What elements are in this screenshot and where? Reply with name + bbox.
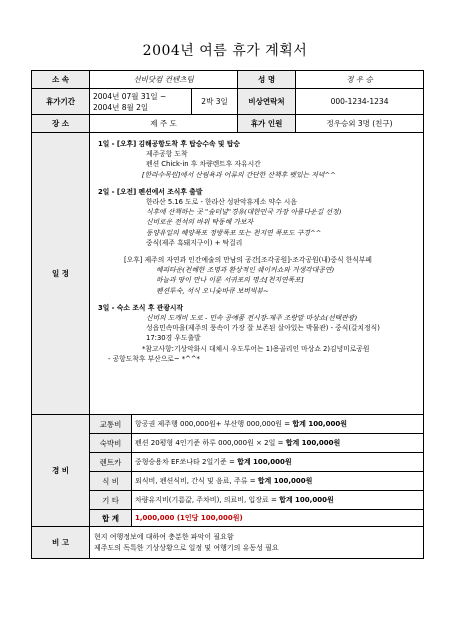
period-dates [90, 89, 192, 115]
expense-detail [132, 415, 424, 434]
day2-line: 한라산 5.16 도로 - 한라산 성판악휴게소 약수 시음 [146, 198, 297, 207]
day3-line: 성읍민속마을(제주의 풍속이 가장 잘 보존된 살아있는 박물관) - 중식(갈치정식) [146, 324, 380, 333]
day1-title: 1일 - [오후] 김해공항도착 후 탑승수속 및 탑승 [98, 140, 240, 148]
place-value: 제 주 도 [90, 115, 238, 133]
expense-total: 합계 100,000원 [257, 477, 313, 485]
expense-total: 합계 100,000원 [292, 420, 347, 428]
place-label: 장 소 [32, 115, 90, 133]
expense-total: 합계 100,000원 [279, 496, 334, 504]
page-title: 2004년 여름 휴가 계획서 [142, 43, 308, 59]
day3-line: - 공항도착후 부산으로~ *^^* [108, 354, 200, 363]
day2-pm-line: 하늘과 땅이 만나 이룬 서귀포의 명소[천지연폭포] [156, 276, 304, 285]
expense-sum-label: 합 계 [90, 510, 132, 527]
day3-line: *참고사항:기상악화시 대체시 우도투어는 1)용골리인 마상쇼 2)김녕미로공원 [142, 344, 370, 353]
expense-detail-text: 중형승용차 EF쏘나타 2일기준 = [135, 458, 238, 466]
expense-detail [132, 472, 424, 491]
contact-value: 000-1234-1234 [296, 89, 424, 115]
org-label: 소 속 [32, 71, 90, 89]
remarks-line: 현지 여행정보에 대하여 충분한 파악이 필요함 [94, 532, 234, 541]
day3-title: 3일 - 숙소 조식 후 관광시작 [98, 303, 184, 312]
expense-detail-text: 펜션 20평형 4인기준 하루 000,000원 × 2일 = [135, 439, 286, 447]
day3-line: 신비의 도깨비 도로 - 민속 공예품 전시장-제주 조랑말 마상쇼(선택관광) [146, 314, 358, 323]
day2-line: 신비로운 전석의 바위 탁동해 가보자 [146, 218, 254, 227]
expense-total: 합계 100,000원 [237, 458, 292, 466]
expense-total: 합계 100,000원 [285, 439, 341, 447]
period-end: 2004년 8월 2일 [93, 102, 149, 112]
contact-label: 비상연락처 [238, 89, 296, 115]
day2-line: 동양유일의 해양폭포 정방폭포 또는 천지연 폭포도 구경^^ [146, 228, 322, 237]
expense-category: 식 비 [90, 472, 132, 491]
expense-detail [132, 434, 424, 453]
day2-pm-line: 해피타운(천혜한 조명과 환상적인 쉐이커쇼와 거생각대공연) [156, 266, 335, 275]
expense-detail-text: 외식비, 펜션식비, 간식 및 음료, 주류 = [135, 477, 258, 485]
day2-pm-title: [오후] 제주의 자연과 인간예술의 만남의 공간[조각공원]-조각공원(내)중식 한식부페 [124, 256, 372, 265]
day2-line: 식후에 산책하는 곳 "숲터널"경유(대한민국 가장 아름다운길 선정) [146, 208, 342, 217]
expense-category: 기 타 [90, 491, 132, 510]
expense-sum-value: 1,000,000 (1인당 100,000원) [132, 510, 424, 527]
itinerary-label: 일 정 [32, 133, 90, 415]
expense-category: 숙박비 [90, 434, 132, 453]
org-value: 선비닷컴 컨텐츠팀 [90, 71, 238, 89]
itinerary-content [90, 133, 424, 415]
expense-detail-text: 차량유지비(기름값, 주차비), 의료비, 입장료 = [135, 496, 280, 504]
day2-pm-line: 펜션투숙, 석식 오니숯바큐 보버빅뷰~ [156, 286, 269, 295]
period-label: 휴가기간 [32, 89, 90, 115]
expense-category: 교통비 [90, 415, 132, 434]
expense-detail [132, 491, 424, 510]
day2-title: 2일 - [오전] 펜션에서 조식후 출발 [98, 187, 203, 196]
name-value: 정 우 승 [296, 71, 424, 89]
day2-line: 중식(제주 흑돼지구이) + 탁걸리 [146, 238, 243, 247]
period-nights: 2박 3일 [192, 89, 238, 115]
day3-line: 17:30경 우도출발 [146, 334, 201, 343]
people-value: 정우승외 3명 (친구) [296, 115, 424, 133]
remarks-content [90, 527, 424, 559]
people-label: 휴가 인원 [238, 115, 296, 133]
remarks-label: 비 고 [32, 527, 90, 559]
vacation-plan-table [31, 70, 424, 559]
expenses-label: 경 비 [32, 415, 90, 527]
remarks-line: 제주도의 독특한 기상상황으로 일정 및 여행기의 유동성 필요 [94, 543, 279, 552]
expense-detail [132, 453, 424, 472]
day1-line: 제주공항 도착 [146, 150, 188, 159]
expense-category: 렌트카 [90, 453, 132, 472]
expense-detail-text: 항공권 제주행 000,000원+ 부산행 000,000원 = [135, 420, 293, 428]
day1-line: [한라수목원]에서 산림욕과 어류의 간단한 산책후 펫있는 저녁^^ [142, 170, 336, 179]
day1-line: 펜션 Chick-in 후 차량렌트후 자유시간 [146, 160, 261, 169]
period-start: 2004년 07월 31일 ~ [93, 91, 167, 101]
name-label: 성 명 [238, 71, 296, 89]
